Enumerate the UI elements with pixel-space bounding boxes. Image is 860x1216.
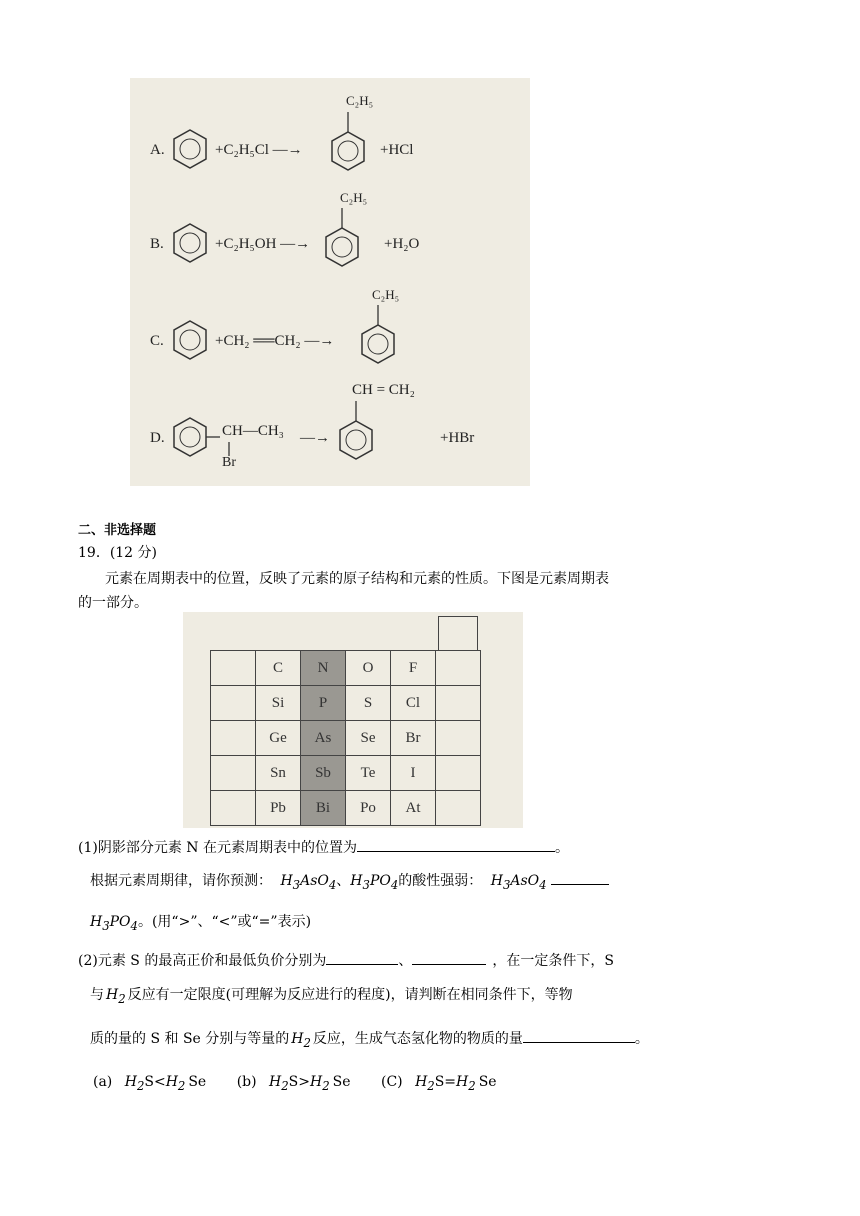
table-row [211,686,481,721]
table-cell: F [391,651,436,686]
option-label-b: B. [150,236,164,252]
q1-period: 。 [554,840,569,856]
q2-line-2 [90,985,573,1009]
table-cell: Si [256,686,301,721]
option-a[interactable] [93,1074,211,1093]
table-cell [211,651,256,686]
option-b-label: (b) [236,1074,257,1090]
reaction-b-reagent: +C₂H₅OH —→ [215,236,311,252]
formula-h3aso4: $H_3AsO_4$ [280,873,337,892]
formula-h3po4-answer: $H_3PO_4$ [90,914,138,933]
table-row [211,756,481,791]
q2-condition: ，在一定条件下，S [492,953,614,969]
table-cell: Br [391,721,436,756]
reaction-d-bromine: Br [222,455,236,470]
option-c-label: (C) [380,1074,403,1090]
table-cell [436,721,481,756]
table-row [211,721,481,756]
reaction-d-side-chain: CH—CH₃ [222,423,284,439]
question-intro-line-2: 的一部分。 [78,595,148,611]
q1-prompt: (1)阴影部分元素 N 在元素周期表中的位置为 [78,840,357,856]
formula-h2: $H_2$ [310,1074,330,1093]
table-cell: Po [346,791,391,826]
q2-line-3 [90,1028,649,1053]
formula-h2: $H_2$ [165,1074,186,1093]
ethylbenzene-ring-icon [328,110,368,176]
option-c-relation: S= [434,1074,457,1090]
table-cell [436,756,481,791]
formula-h2: $H_2$ [269,1074,289,1093]
benzene-ring-icon [170,127,210,171]
formula-separator: 、 [336,873,351,889]
table-cell [436,686,481,721]
table-cell: Se [346,721,391,756]
q2-max-valence-blank[interactable] [326,950,398,965]
table-row [211,791,481,826]
reaction-d-byproduct: +HBr [440,430,475,446]
q1-predict-label: 根据元素周期律，请你预测： [90,873,272,889]
option-a-label: (a) [93,1074,113,1090]
option-a-relation: S< [144,1074,166,1090]
option-b-relation: S> [288,1074,310,1090]
q1-line-2 [90,870,609,895]
q2-options [93,1072,497,1096]
q2-with: 与 [90,987,104,1003]
section-title: 二、非选择题 [78,523,157,538]
option-c[interactable] [380,1074,497,1093]
reaction-a-substituent: C₂H₅ [346,93,374,108]
table-cell: S [346,686,391,721]
reaction-c-substituent: C₂H₅ [372,287,400,302]
question-number: 19．(12 分) [78,545,158,561]
table-cell [211,756,256,791]
q2-prompt: (2)元素 S 的最高正价和最低负价分别为 [78,953,327,969]
reaction-b-byproduct: +H₂O [384,236,420,252]
table-cell [436,651,481,686]
table-cell: Te [346,756,391,791]
reaction-b-substituent: C₂H₅ [340,190,368,205]
table-cell [211,686,256,721]
benzene-ring-icon [170,318,210,362]
table-cell-shaded: N [301,651,346,686]
noble-gas-cell [438,616,478,651]
table-cell: At [391,791,436,826]
table-cell [436,791,481,826]
formula-h2: $H_2$ [415,1074,435,1093]
q1-acidity-label: 的酸性强弱： [398,873,483,889]
table-cell-shaded: Sb [301,756,346,791]
benzene-ring-icon [170,415,220,459]
q2-separator: 、 [398,953,413,969]
q2-min-valence-blank[interactable] [412,950,486,965]
table-cell: C [256,651,301,686]
q1-line-3 [90,912,311,936]
table-cell [211,791,256,826]
q2-limit-text: 反应有一定限度(可理解为反应进行的程度)，请判断在相同条件下，等物 [127,987,573,1003]
option-label-c: C. [150,333,164,349]
formula-h2: $H_2$ [106,987,126,1006]
ethylbenzene-ring-icon [322,206,362,272]
table-cell: Cl [391,686,436,721]
table-cell-shaded: As [301,721,346,756]
option-a-se: Se [188,1074,207,1090]
periodic-table [210,650,481,826]
reaction-d-substituent: CH = CH₂ [352,382,415,398]
table-cell: Pb [256,791,301,826]
option-label-a: A. [150,142,165,158]
q2-hydride-blank[interactable] [523,1028,635,1043]
styrene-ring-icon [336,399,376,465]
formula-h2: $H_2$ [456,1074,476,1093]
table-cell-shaded: P [301,686,346,721]
table-cell [211,721,256,756]
formula-h2: $H_2$ [291,1031,311,1050]
reaction-c-reagent: +CH₂ ══CH₂ —→ [215,333,335,349]
table-cell: O [346,651,391,686]
formula-h3po4: $H_3PO_4$ [350,873,399,892]
bond-line-icon [226,442,232,456]
q1-line-1 [78,837,569,858]
benzene-ring-icon [170,221,210,265]
question-intro-line-1: 元素在周期表中的位置，反映了元素的原子结构和元素的性质。下图是元素周期表 [105,571,609,587]
option-b[interactable] [236,1074,355,1093]
option-c-se: Se [478,1074,497,1090]
q1-acidity-blank[interactable] [551,870,609,885]
q1-hint: 。(用“>”、“<”或“=”表示) [137,914,312,930]
q1-position-blank[interactable] [357,837,555,852]
table-cell-shaded: Bi [301,791,346,826]
ethylbenzene-ring-icon [358,303,398,369]
option-b-se: Se [332,1074,351,1090]
reaction-a-reagent: +C₂H₅Cl —→ [215,142,303,158]
reaction-a-byproduct: +HCl [380,142,414,158]
q2-period: 。 [634,1031,649,1047]
table-cell: Sn [256,756,301,791]
reaction-d-arrow: —→ [300,430,330,446]
option-label-d: D. [150,430,165,446]
q2-hydride-text: 反应，生成气态氢化物的物质的量 [312,1031,523,1047]
formula-h2: $H_2$ [124,1074,145,1093]
q2-equal-amount: 质的量的 S 和 Se 分别与等量的 [90,1031,290,1047]
table-row [211,651,481,686]
table-cell: Ge [256,721,301,756]
formula-h3aso4-answer: $H_3AsO_4$ [490,873,547,892]
table-cell: I [391,756,436,791]
q2-line-1 [78,950,614,971]
